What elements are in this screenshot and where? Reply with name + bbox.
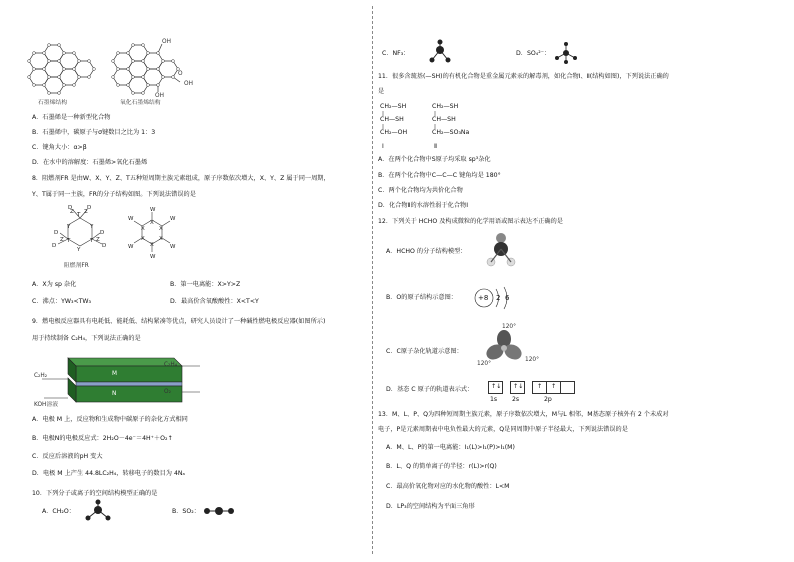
fig-caption-graphene-oxide: 氧化石墨烯结构 [120, 100, 161, 106]
q11-option-b: B．在两个化合物中C—C—C 键角均是 180° [378, 172, 501, 179]
q12-d-label-1s: 1s [490, 396, 498, 403]
q10-option-a: A．CH₂O： [42, 508, 75, 515]
graphene-oxide-structure-figure [118, 40, 178, 92]
q8-option-b: B．第一电离能：X>Y>Z [170, 281, 241, 288]
svg-text:D: D [52, 243, 57, 249]
svg-text:X: X [150, 242, 154, 248]
fig-group-oh1: OH [162, 39, 171, 45]
q12-option-c: C．C原子杂化轨道示意图： [386, 348, 463, 355]
q9-fig-label-o2: O₂ [164, 389, 171, 395]
svg-text:X: X [141, 236, 145, 242]
q9-stem-line1: 9．燃电极反应器具有电耗低、能耗低、结构紧凑等优点，研究人员设计了一种碱性燃电极反应器(如图所示) [32, 318, 326, 325]
fig-group-oh3: OH [155, 93, 164, 99]
q12-option-a: A．HCHO 的分子结构模型： [386, 248, 467, 255]
orbital-box-2p-3 [560, 381, 575, 394]
q9-stem-line2: 用于持续制备 C₂H₄，下列说法正确的是 [32, 335, 141, 342]
q12-d-label-2s: 2s [512, 396, 520, 403]
q11-compound1-label: Ⅰ [382, 143, 384, 150]
svg-text:W: W [170, 216, 176, 222]
svg-text:D: D [87, 205, 92, 211]
q13-option-b: B．L、Q 的简单离子的半径：r(L)>r(Q) [386, 463, 497, 470]
svg-text:D: D [54, 230, 59, 236]
svg-text:X: X [159, 236, 163, 242]
q8-option-a: A．X为 sp 杂化 [32, 281, 77, 288]
svg-text:D: D [102, 243, 107, 249]
svg-text:Z: Z [96, 237, 100, 243]
svg-text:X: X [159, 226, 163, 232]
q7-option-b: B．石墨烯中，碳原子与σ键数目之比为 1：3 [32, 129, 156, 136]
q11-compound1-row1: CH₂—SH [380, 103, 407, 110]
svg-text:W: W [150, 207, 156, 213]
svg-text:T: T [67, 238, 71, 244]
q11-option-a: A．在两个化合物中S原子均采取 sp³杂化 [378, 156, 491, 163]
q9-option-a: A．电极 M 上，反应物和生成物中碳原子的杂化方式相同 [32, 416, 188, 423]
q9-fig-label-n: N [112, 391, 117, 397]
svg-text:X: X [141, 226, 145, 232]
orbital-box-2p-1 [532, 381, 547, 394]
orbital-box-2p-1-electron: ↑ [537, 383, 543, 390]
svg-text:W: W [150, 254, 156, 260]
q9-fig-label-c2h2: C₂H₂ [34, 373, 48, 379]
svg-text:T: T [77, 212, 81, 218]
hcho-molecule-model [482, 232, 520, 272]
graphene-structure-figure [34, 40, 94, 92]
q12-c-angle-left: 120° [477, 361, 491, 367]
q9-option-d: D．电极 M 上产生 44.8LC₂H₄，转移电子的数目为 4Nₐ [32, 470, 185, 477]
orbital-box-1s [488, 381, 503, 394]
q11-compound2-row3: CH₂—SO₃Na [432, 129, 470, 136]
sp2-hybrid-orbital-diagram [486, 330, 522, 364]
q11-stem-line2: 是 [378, 88, 385, 95]
svg-text:Y: Y [77, 247, 81, 253]
q12-c-angle-top: 120° [502, 324, 516, 330]
fig-group-oh2: OH [184, 81, 193, 87]
q11-compound2-label: Ⅱ [434, 143, 438, 150]
svg-text:Z: Z [60, 237, 64, 243]
q8-option-c: C．沸点：YW₃<TW₃ [32, 298, 92, 305]
orbital-box-2s-electrons: ↑↓ [513, 383, 524, 390]
svg-text:T: T [90, 238, 94, 244]
fig-caption-graphene: 石墨烯结构 [38, 100, 67, 106]
so4-model-icon [554, 42, 578, 64]
q11-compound2-row1: CH₂—SH [432, 103, 459, 110]
svg-text:Y: Y [90, 224, 94, 230]
svg-text:W: W [170, 244, 176, 250]
q11-compound2-row2: CH—SH [432, 116, 456, 123]
q9-option-b: B．电极N的电极反应式：2H₂O－4e⁻＝4H⁺＋O₂↑ [32, 435, 173, 442]
svg-text:D: D [100, 230, 105, 236]
svg-text:Z: Z [70, 209, 74, 215]
fig-group-o: O [178, 71, 183, 77]
q7-option-d: D．在水中的溶解度：石墨烯>氧化石墨烯 [32, 159, 148, 166]
q11-compound1-row3: CH₂—OH [380, 129, 408, 136]
q12-option-d: D．基态 C 原子的轨道表示式： [386, 386, 474, 393]
q13-stem-line1: 13．M、L、P、Q为四种短周期主族元素，原子序数依次增大，M与L 相邻，M基态原子核外有 2 个未成对 [378, 411, 669, 418]
orbital-box-2p-2-electron: ↑ [551, 383, 557, 390]
so2-model-icon [202, 506, 236, 516]
q12-b-shell1: 2 [496, 294, 501, 302]
q11-compound1-row2: CH—SH [380, 116, 404, 123]
q9-fig-label-c2h4: C₂H₄ [164, 362, 178, 368]
q12-d-label-2p: 2p [544, 396, 552, 403]
orbital-box-1s-electrons: ↑↓ [491, 383, 502, 390]
q13-stem-line2: 电子，P是元素周期表中电负性最大的元素，Q是同周期中原子半径最大，下列说法错误的是 [378, 426, 628, 433]
q13-option-d: D．LP₃的空间结构为平面三角形 [386, 503, 475, 510]
q12-b-shell2: 6 [505, 294, 510, 302]
svg-text:X: X [150, 220, 154, 226]
q12-b-nucleus: +8 [478, 294, 489, 302]
q9-option-c: C．反应后溶液的pH 变大 [32, 453, 103, 460]
q10-option-b: B．SO₂： [172, 508, 200, 515]
q10-option-d: D．SO₄²⁻： [516, 50, 551, 57]
q13-option-c: C．最高价氧化物对应的水化物的酸性：L<M [386, 483, 510, 490]
svg-text:W: W [128, 216, 134, 222]
q10-option-c: C．NF₃： [382, 50, 410, 57]
q11-bond-lines [372, 0, 492, 150]
q9-fig-label-koh: KOH溶液 [34, 402, 58, 408]
svg-text:Y: Y [67, 224, 71, 230]
q12-c-angle-right: 120° [525, 357, 539, 363]
q7-option-a: A．石墨烯是一种新型化合物 [32, 114, 111, 121]
q8-option-d: D．最高价含氧酸酸性：X<T<Y [170, 298, 259, 305]
q11-stem-line1: 11．很多含巯基(—SH)的有机化合物是重金属元素汞的解毒剂，如化合物Ⅰ、Ⅱ(结构如图)，下列说法正确的 [378, 73, 669, 80]
q9-fig-label-m: M [112, 371, 118, 377]
svg-text:Z: Z [84, 209, 88, 215]
q12-stem: 12．下列关于 HCHO 及构成微粒的化学用语或图示表达不正确的是 [378, 218, 563, 225]
svg-text:W: W [128, 244, 134, 250]
q11-option-c: C．两个化合物均为共价化合物 [378, 187, 463, 194]
q13-option-a: A．M、L、P的第一电离能：I₁(L)>I₁(P)>I₁(M) [386, 444, 515, 451]
q8-figure-caption: 阻燃剂FR [64, 263, 89, 269]
q7-option-c: C．键角大小：α>β [32, 144, 87, 151]
orbital-box-2p-2 [546, 381, 561, 394]
q8-stem-line1: 8．阻燃剂FR 是由W、X、Y、Z、T五种短周期主族元素组成，原子序数依次增大，X、Y、Z 属于同一周期， [32, 175, 330, 182]
ch2o-model-icon [84, 500, 114, 524]
q12-option-b: B．O的原子结构示意图： [386, 294, 457, 301]
q11-option-d: D．化合物Ⅱ的水溶性弱于化合物Ⅰ [378, 202, 469, 209]
flame-retardant-fr-structure [40, 204, 180, 262]
q8-stem-line2: Y、T属于同一主族，FR的分子结构如图。下列说法错误的是 [32, 191, 196, 198]
svg-text:D: D [68, 205, 73, 211]
q10-stem: 10．下列分子或离子的空间结构模型正确的是 [32, 490, 158, 497]
orbital-box-2s [510, 381, 525, 394]
